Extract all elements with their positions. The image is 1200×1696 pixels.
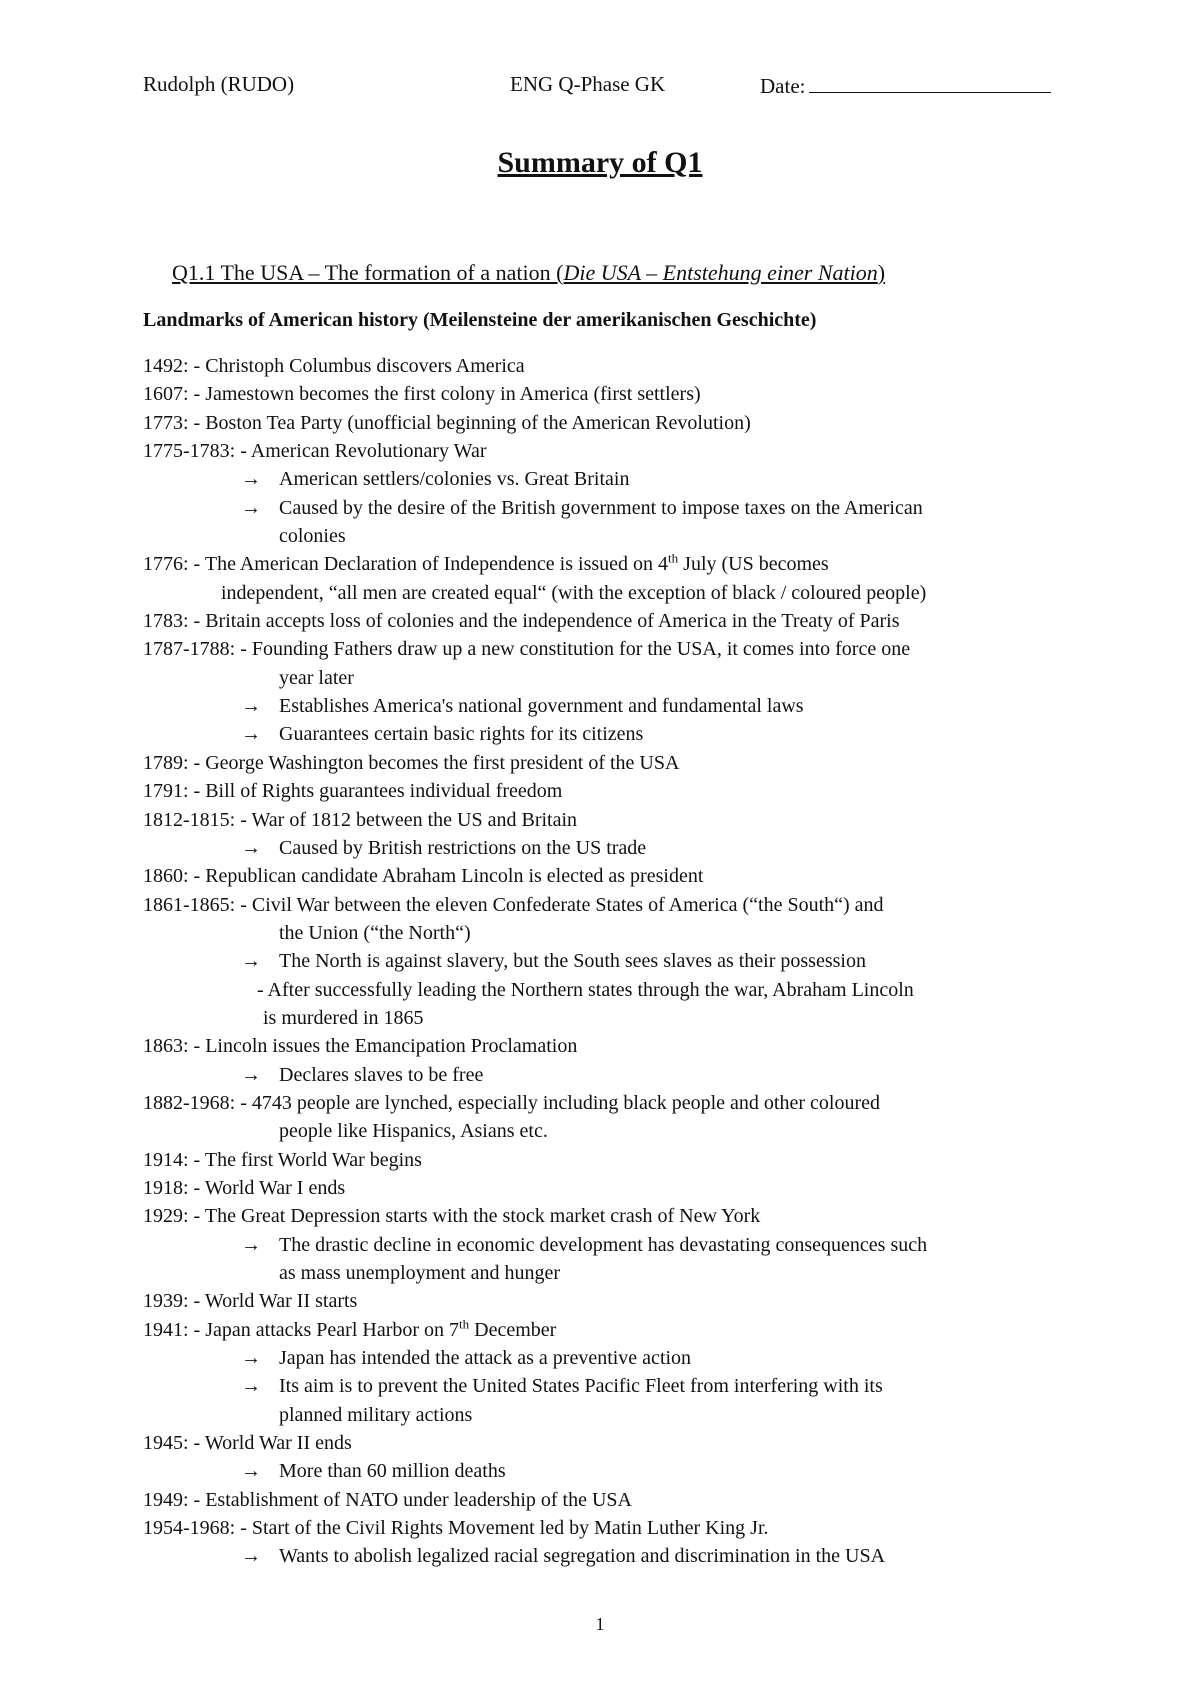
timeline-continuation-text: the Union (“the North“) — [279, 921, 471, 944]
timeline-continuation — [143, 579, 1063, 607]
timeline-entry-text: 1860: - Republican candidate Abraham Lincoln is elected as president — [143, 865, 704, 888]
timeline-entry-text: 1939: - World War II starts — [143, 1290, 358, 1313]
timeline-list — [143, 352, 1063, 1571]
timeline-continuation-text: people like Hispanics, Asians etc. — [279, 1120, 548, 1143]
timeline-arrow-point — [143, 720, 1063, 748]
timeline-entry-text: 1861-1865: - Civil War between the eleven Confederate States of America (“the South“) and — [143, 893, 884, 916]
timeline-arrow-point — [143, 1542, 1063, 1570]
section-title: Q1.1 The USA – The formation of a nation ( — [172, 260, 564, 285]
timeline-entry — [143, 862, 1063, 890]
timeline-entry-text: 1929: - The Great Depression starts with the stock market crash of New York — [143, 1205, 761, 1228]
timeline-arrow-point — [143, 692, 1063, 720]
timeline-entry-text: 1863: - Lincoln issues the Emancipation Proclamation — [143, 1035, 578, 1058]
timeline-arrow-point — [143, 1457, 1063, 1485]
timeline-arrow-point — [143, 465, 1063, 493]
date-blank-line — [809, 72, 1051, 93]
timeline-point-text: More than 60 million deaths — [279, 1460, 506, 1483]
right-arrow-icon: → — [241, 468, 261, 491]
date-field — [760, 72, 1051, 99]
right-arrow-icon: → — [241, 1233, 261, 1256]
timeline-continuation — [143, 1117, 1063, 1145]
timeline-entry-text: 1954-1968: - Start of the Civil Rights Movement led by Matin Luther King Jr. — [143, 1517, 769, 1540]
timeline-entry — [143, 635, 1063, 663]
section-title-close: ) — [877, 260, 886, 285]
timeline-point-text: Establishes America's national government and fundamental laws — [279, 695, 804, 718]
right-arrow-icon: → — [241, 1375, 261, 1398]
timeline-entry-text: 1949: - Establishment of NATO under leadership of the USA — [143, 1488, 632, 1511]
timeline-entry-text: 1775-1783: - American Revolutionary War — [143, 440, 487, 463]
timeline-point-text: Wants to abolish legalized racial segregation and discrimination in the USA — [279, 1545, 886, 1568]
timeline-entry — [143, 1486, 1063, 1514]
timeline-entry — [143, 1146, 1063, 1174]
timeline-entry — [143, 1514, 1063, 1542]
timeline-entry-text: 1812-1815: - War of 1812 between the US and Britain — [143, 808, 578, 831]
timeline-continuation-text: year later — [279, 666, 354, 689]
timeline-entry — [143, 891, 1063, 919]
timeline-arrow-point — [143, 947, 1063, 975]
right-arrow-icon: → — [241, 1460, 261, 1483]
timeline-point-text: Its aim is to prevent the United States Pacific Fleet from interfering with its — [279, 1375, 883, 1398]
right-arrow-icon: → — [241, 836, 261, 859]
timeline-continuation — [143, 1004, 1063, 1032]
timeline-point-text: Caused by the desire of the British government to impose taxes on the American — [279, 496, 923, 519]
timeline-point-text: Guarantees certain basic rights for its citizens — [279, 723, 644, 746]
right-arrow-icon: → — [241, 950, 261, 973]
timeline-point-text: Declares slaves to be free — [279, 1063, 484, 1086]
timeline-point-text: The North is against slavery, but the South sees slaves as their possession — [279, 950, 866, 973]
timeline-entry — [143, 777, 1063, 805]
timeline-entry-text: 1783: - Britain accepts loss of colonies and the independence of America in the Treaty of Paris — [143, 610, 900, 633]
timeline-continuation-text: is murdered in 1865 — [263, 1006, 424, 1029]
right-arrow-icon: → — [241, 695, 261, 718]
timeline-arrow-point — [143, 494, 1063, 522]
timeline-entry — [143, 1287, 1063, 1315]
timeline-entry — [143, 437, 1063, 465]
timeline-entry-text: 1492: - Christoph Columbus discovers America — [143, 355, 525, 377]
timeline-continuation — [143, 1401, 1063, 1429]
timeline-entry-text: 1773: - Boston Tea Party (unofficial beginning of the American Revolution) — [143, 411, 751, 434]
timeline-continuation-text: as mass unemployment and hunger — [279, 1262, 561, 1284]
timeline-entry — [143, 607, 1063, 635]
timeline-continuation — [143, 664, 1063, 692]
timeline-entry — [143, 1032, 1063, 1060]
timeline-continuation — [143, 1259, 1063, 1287]
timeline-point-text: The drastic decline in economic development has devastating consequences such — [279, 1233, 928, 1256]
timeline-entry — [143, 550, 1063, 578]
ordinal-suffix: th — [668, 550, 679, 566]
date-label: Date: — [760, 74, 806, 98]
page-title: Summary of Q1 — [497, 146, 703, 179]
timeline-entry — [143, 1089, 1063, 1117]
timeline-arrow-point — [143, 1344, 1063, 1372]
timeline-entry-text: 1918: - World War I ends — [143, 1176, 346, 1199]
timeline-entry — [143, 1174, 1063, 1202]
timeline-entry-text-cont: July (US becomes — [678, 553, 829, 576]
section-heading — [172, 260, 885, 286]
timeline-entry-text-cont: December — [469, 1318, 557, 1341]
timeline-arrow-point — [143, 1372, 1063, 1400]
timeline-continuation-text: - After successfully leading the Northern states through the war, Abraham Lincoln — [257, 978, 914, 1001]
timeline-entry-text: 1791: - Bill of Rights guarantees individual freedom — [143, 780, 563, 803]
timeline-point-text: American settlers/colonies vs. Great Britain — [279, 468, 630, 491]
timeline-continuation — [143, 522, 1063, 550]
timeline-continuation — [143, 919, 1063, 947]
timeline-entry — [143, 409, 1063, 437]
timeline-entry-text: 1941: - Japan attacks Pearl Harbor on 7 — [143, 1318, 460, 1341]
timeline-entry-text: 1789: - George Washington becomes the first president of the USA — [143, 751, 680, 774]
timeline-point-text: Caused by British restrictions on the US trade — [279, 836, 647, 859]
section-title-german: Die USA – Entstehung einer Nation — [563, 260, 878, 285]
ordinal-suffix: th — [459, 1316, 470, 1332]
right-arrow-icon: → — [241, 1545, 261, 1568]
timeline-entry — [143, 352, 1063, 380]
timeline-entry — [143, 380, 1063, 408]
author-name: Rudolph (RUDO) — [143, 72, 295, 96]
subheading: Landmarks of American history (Meilensteine der amerikanischen Geschichte) — [143, 309, 817, 331]
timeline-entry-text: 1945: - World War II ends — [143, 1432, 352, 1455]
course-name: ENG Q-Phase GK — [510, 72, 666, 96]
timeline-continuation-text: independent, “all men are created equal“ (with the exception of black / coloured people) — [221, 581, 927, 604]
timeline-entry — [143, 1202, 1063, 1230]
right-arrow-icon: → — [241, 496, 261, 519]
page-number: 1 — [595, 1614, 605, 1634]
timeline-point-text: Japan has intended the attack as a preventive action — [279, 1347, 692, 1370]
timeline-arrow-point — [143, 834, 1063, 862]
timeline-entry-text: 1607: - Jamestown becomes the first colony in America (first settlers) — [143, 383, 701, 406]
timeline-continuation-text: colonies — [279, 525, 346, 548]
timeline-entry — [143, 806, 1063, 834]
timeline-entry — [143, 749, 1063, 777]
timeline-entry — [143, 1316, 1063, 1344]
right-arrow-icon: → — [241, 723, 261, 746]
timeline-arrow-point — [143, 1231, 1063, 1259]
timeline-entry-text: 1776: - The American Declaration of Independence is issued on 4 — [143, 553, 669, 576]
timeline-entry-text: 1787-1788: - Founding Fathers draw up a new constitution for the USA, it comes into force one — [143, 638, 911, 661]
right-arrow-icon: → — [241, 1347, 261, 1370]
timeline-continuation-text: planned military actions — [279, 1403, 473, 1426]
timeline-arrow-point — [143, 1061, 1063, 1089]
timeline-entry-text: 1914: - The first World War begins — [143, 1148, 422, 1171]
timeline-continuation — [143, 976, 1063, 1004]
timeline-entry — [143, 1429, 1063, 1457]
timeline-entry-text: 1882-1968: - 4743 people are lynched, especially including black people and other coloured — [143, 1091, 880, 1114]
right-arrow-icon: → — [241, 1063, 261, 1086]
